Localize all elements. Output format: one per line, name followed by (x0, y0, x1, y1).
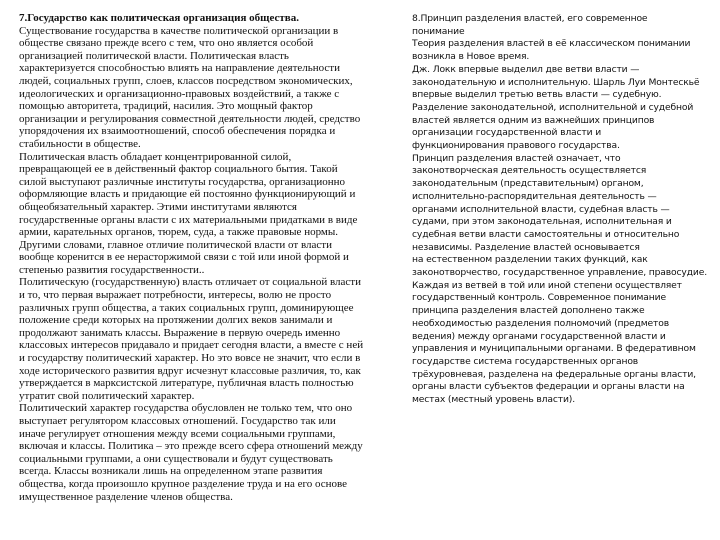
text-line: организации и регулирования совместной деятельности людей, средство (19, 112, 361, 125)
text-line: Теория разделения властей в её классическом понимании (412, 38, 691, 50)
text-line: утверждается в марксистской литературе, публичная власть полностью (19, 377, 354, 390)
text-line: Политическая власть обладает концентрированной силой, (19, 150, 292, 163)
text-line: государственный контроль. Современное понимание (412, 292, 666, 304)
section-7-title: 7.Государство как политическая организация общества. (19, 12, 299, 24)
text-line: Другими словами, главное отличие политической власти от власти (19, 238, 332, 251)
text-line: Существование государства в качестве политической организации в (19, 24, 339, 37)
text-line: понимание (412, 25, 465, 37)
text-line: выступает регулятором классовых отношений. Государство так или (19, 415, 336, 427)
text-line: государстве система государственных органов (412, 355, 639, 367)
text-line: различных групп общества, а таких социальных групп, доминирующее (19, 301, 354, 314)
text-line: и государству политический характер. Но это вовсе не значит, что если в (19, 352, 361, 365)
text-line: судебная ветви власти самостоятельны и относительно (412, 228, 680, 240)
text-line: организации государственной власти и (412, 127, 602, 139)
text-line: Каждая из ветвей в той или иной степени осуществляет (412, 279, 682, 291)
text-line: ходе исторического развития вдруг исчезнут классовые различия, то, как (19, 364, 361, 377)
text-line: силой выступают различные институты государства, организационно (19, 175, 346, 188)
text-line: законодательную и исполнительную. Шарль Луи Монтескьё (412, 76, 700, 88)
text-line: обществе связано прежде всего с тем, что оно является особой (19, 37, 314, 50)
text-line: законотворчество, государственное управление, правосудие. (412, 267, 707, 279)
text-line: продолжают занимать классы. Выражение в первую очередь именно (19, 326, 341, 339)
text-line: иначе регулирует отношения между всеми социальными группами, (19, 427, 336, 440)
text-line: характеризуется способностью влиять на направление деятельности (19, 62, 341, 75)
text-line: государственные органы власти с их материальными придатками в виде (19, 213, 358, 226)
text-line: стабильности в обществе. (19, 137, 141, 150)
text-line: функционирования правового государства. (412, 140, 620, 152)
text-line: социальными группами, а они существовали и будут существовать (19, 452, 333, 465)
text-line: на естественном разделении таких функций, как (412, 254, 648, 266)
text-line: возникла в Новое время. (412, 51, 530, 63)
text-line: идеологических и организационно-правовых воздействий, а также с (19, 87, 340, 100)
text-line: упорядочения их взаимоотношений, способ обеспечения порядка и (19, 125, 336, 138)
text-line: судами, при этом законодательная, исполнительная и (412, 216, 672, 228)
text-line: Дж. Локк впервые выделил две ветви власти — (412, 63, 640, 75)
text-line: организацией политической власти. Политическая власть (19, 49, 289, 62)
text-line: 8.Принцип разделения властей, его современное (412, 13, 648, 24)
right-column-section-8 (412, 13, 717, 407)
text-line: исполнительно-распорядительная деятельность — (412, 190, 657, 202)
text-line: управления и муниципальными органами. В федеративном (412, 343, 696, 355)
text-line: и то, что первая выражает потребности, интересы, волю не просто (19, 289, 332, 302)
text-line: общеобязательный характер. Этими институтами являются (19, 200, 297, 213)
text-line: людей, социальных групп, слоев, классов посредством экономических, (19, 74, 353, 87)
text-line: трёхуровневая, разделена на федеральные органы власти, (412, 368, 696, 380)
text-line: всегда. Классы возникали лишь на определенном этапе развития (19, 465, 323, 478)
text-line: принципа разделения властей дополнено также (412, 305, 645, 317)
text-line: положение среди которых на протяжении долгих веков занимали и (19, 314, 333, 327)
text-line: ведения) между органами государственной власти и (412, 330, 666, 342)
text-line: Разделение законодательной, исполнительной и судебной (412, 101, 694, 113)
text-line: Политический характер государства обусловлен не только тем, что оно (19, 402, 353, 415)
text-line: необходимостью разделения полномочий (предметов (412, 317, 669, 329)
text-line: законодательным (представительным) органом, (412, 178, 644, 190)
text-line: включая и классы. Политика – это прежде всего сфера отношений между (19, 440, 363, 453)
section-7-body (19, 25, 379, 504)
text-line: имущественное разделение членов общества. (19, 490, 233, 503)
text-line: Принцип разделения властей означает, что (412, 152, 621, 164)
text-line: классовых интересов придавало и придает сегодня власти, а вместе с ней (19, 339, 364, 352)
text-line: независимы. Разделение властей основывается (412, 241, 640, 253)
text-line: властей является одним из важнейших принципов (412, 114, 655, 126)
text-line: оформляющие власть и придающие ей постоянно функционирующий и (19, 188, 356, 201)
text-line: Политическую (государственную) власть отличает от социальной власти (19, 276, 361, 289)
text-line: вообще коренится в ее нерасторжимой связи с той или иной формой и (19, 251, 349, 264)
text-line: законотворческая деятельность осуществляется (412, 165, 647, 177)
text-line: армии, карательных органов, тюрем, суда, а также правовые нормы. (19, 226, 339, 239)
text-line: превращающей ее в действенный фактор социального бытия. Такой (19, 163, 338, 176)
text-line: утратит свой политический характер. (19, 389, 195, 402)
text-line: органы власти субъектов федерации и органы власти на (412, 381, 685, 393)
text-line: степенью развития государственности.. (19, 263, 205, 276)
text-line: впервые выделил третью ветвь власти — судебную. (412, 89, 662, 101)
section-8-body (412, 13, 717, 407)
text-line: помощью авторитета, традиций, насилия. Это мощный фактор (19, 100, 313, 113)
left-column-section-7 (19, 12, 379, 503)
text-line: органами исполнительной власти, судебная власть — (412, 203, 670, 215)
text-line: общества, когда произошло крупное разделение труда и на его основе (19, 477, 348, 490)
text-line: местах (местный уровень власти). (412, 394, 575, 406)
